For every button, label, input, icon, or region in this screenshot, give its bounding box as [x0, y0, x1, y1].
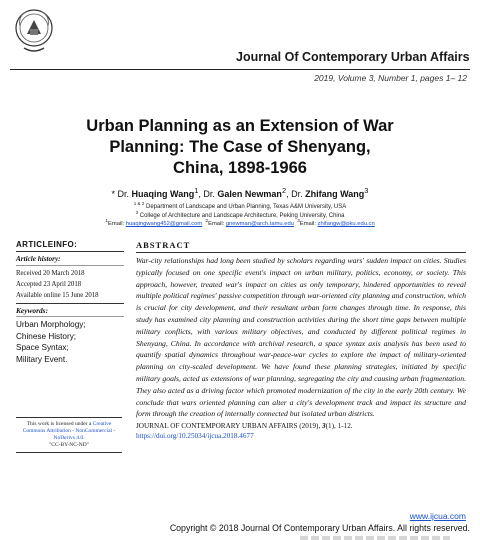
email-link[interactable]: huaqingwang452@gmail.com — [125, 220, 203, 227]
header-rule — [10, 69, 470, 70]
author-prefix: * Dr. — [111, 189, 132, 199]
affiliation-sup: 3 — [135, 210, 139, 215]
author-name: Galen Newman — [217, 189, 282, 199]
affiliation-1 — [0, 201, 480, 210]
article-info-heading: ARTICLEINFO: — [16, 240, 124, 252]
journal-name: Journal Of Contemporary Urban Affairs — [236, 50, 470, 64]
journal-website-link[interactable]: www.ijcua.com — [409, 511, 466, 521]
author-list — [0, 186, 480, 199]
article-info — [16, 240, 124, 365]
citation — [136, 421, 466, 431]
affiliation-text: Department of Landscape and Urban Planning, Texas A&M University, USA — [145, 204, 347, 210]
license-link[interactable]: Creative Commons Attribution - NonCommercial - NoDerivs 4.0. — [22, 421, 116, 441]
title-line-3: China, 1898-1966 — [173, 159, 307, 177]
paper-title — [40, 116, 440, 179]
keywords-list — [16, 317, 124, 365]
article-history — [16, 266, 124, 304]
author-name: Huaqing Wang — [131, 189, 195, 199]
email-num: 1 — [105, 219, 108, 224]
author-prefix: , Dr. — [286, 189, 306, 199]
doi-link[interactable]: https://doi.org/10.25034/ijcua.2018.4677 — [136, 432, 254, 441]
citation-volume: 3 — [322, 422, 326, 431]
abstract-heading: ABSTRACT — [136, 240, 466, 253]
history-line: Accepted 23 April 2018 — [16, 281, 82, 288]
keyword: Chinese History; — [16, 331, 77, 341]
title-line-2: Planning: The Case of Shenyang, — [109, 138, 371, 156]
email-label: Email: — [108, 220, 126, 227]
email-link[interactable]: gnewman@arch.tamu.edu — [225, 220, 294, 227]
copyright-notice: Copyright © 2018 Journal Of Contemporary Urban Affairs. All rights reserved. — [169, 523, 470, 533]
keywords-label: Keywords: — [16, 306, 124, 317]
cropped-text-line — [300, 536, 450, 540]
keyword: Space Syntax; — [16, 343, 69, 352]
history-line: Available online 15 June 2018 — [16, 292, 99, 299]
author-sup: 2 — [281, 186, 287, 195]
email-label: Email: — [299, 220, 318, 227]
affiliation-2 — [0, 210, 480, 219]
abstract-body: War-city relationships had long been studied by scholars regarding wars' sudden impact on cities. Studies typically focused on one specific event's impact on urban military, politics, economy, or society. This approach, however, treated war's impact on cities as only temporary, hindered opportunities to reveal multiple political regimes' passive competition through war-oriented city planning and construction, which is crucial for city development, and their resultant urban form changes through time. In response, this study has examined city planning and construction activities during the short time gaps between multiple military conflicts, with various military objectives, and conducted by different political regimes in Shenyang, China. In accordance with archival research, a space syntax axis analysis has been used to quantify spatial dynamics throughout war-peace-war cycles to explore the impact of military-oriented planning on city-scaled development. We have found these planning strategies, initiated by specific military goals, acted as extensions of war planning, segregating the city and causing urban fragmentation. They also acted as a driving factor which promoted modernization of the city in the early 20th century. We conclude that wars oriented planning can alter a city's development track and impact its structure and form through the creation of internally connected but isolated urban districts. — [136, 256, 466, 419]
citation-prefix: JOURNAL OF CONTEMPORARY URBAN AFFAIRS (2019), — [136, 422, 323, 431]
volume-line: 2019, Volume 3, Number 1, pages 1– 12 — [314, 73, 467, 83]
keyword: Military Event. — [16, 354, 68, 364]
license-code: "CC-BY-NC-ND" — [49, 442, 89, 448]
email-num: 3 — [297, 219, 300, 224]
license-box — [16, 417, 122, 453]
author-prefix: , Dr. — [198, 189, 218, 199]
title-line-1: Urban Planning as an Extension of War — [86, 117, 394, 135]
email-num: 2 — [205, 219, 209, 224]
journal-seal-icon — [14, 8, 54, 54]
affiliation-sup: 1 & 2 — [133, 201, 145, 206]
citation-suffix: (1), 1-12. — [325, 422, 353, 431]
email-list — [0, 219, 480, 227]
email-link[interactable]: zhifangw@pku.edu.cn — [317, 220, 375, 227]
abstract-section — [136, 240, 466, 441]
author-name: Zhifang Wang — [305, 189, 365, 199]
license-text: This work is licensed under a — [26, 421, 92, 427]
email-label: Email: — [208, 220, 226, 227]
article-history-label: Article history: — [16, 255, 124, 266]
affiliation-text: College of Architecture and Landscape Architecture, Peking University, China — [139, 213, 345, 219]
author-sup: 1 — [194, 186, 199, 195]
author-sup: 3 — [364, 186, 369, 195]
history-line: Received 20 March 2018 — [16, 270, 85, 277]
keyword: Urban Morphology; — [16, 320, 86, 329]
